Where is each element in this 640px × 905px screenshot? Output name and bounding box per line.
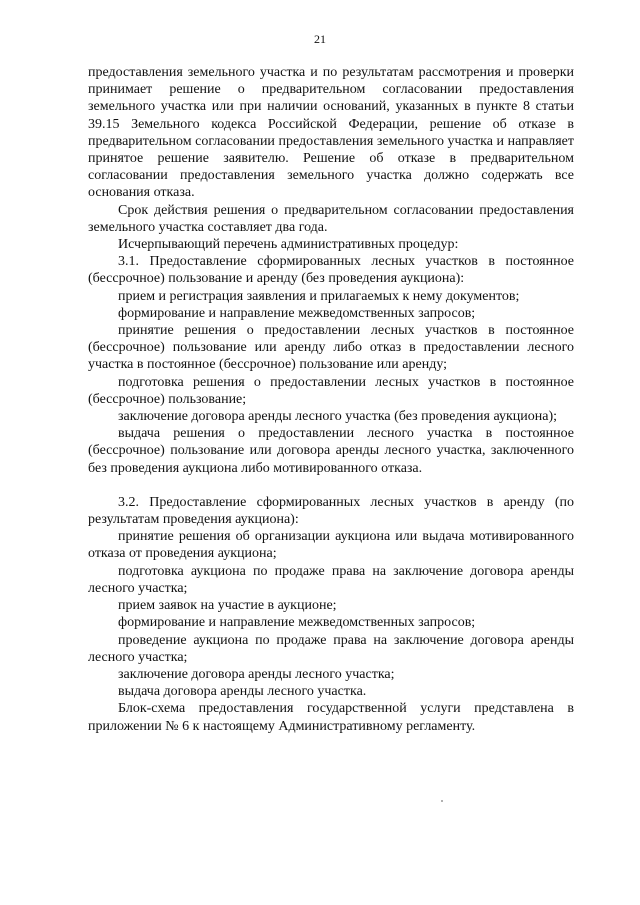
list-item: прием заявок на участие в аукционе; [118, 598, 337, 614]
document-body [88, 64, 574, 735]
paragraph-block-scheme: Блок-схема предоставления государственной услуги представлена в приложении № 6 к настоящему Административному регламенту. [88, 701, 574, 734]
section-3-2-heading: 3.2. Предоставление сформированных лесных участков в аренду (по результатам проведения аукциона): [88, 494, 574, 528]
paragraph-validity-term: Срок действия решения о предварительном согласовании предоставления земельного участка составляет два года. [88, 202, 574, 235]
list-item: выдача договора аренды лесного участка. [118, 684, 367, 700]
list-item: принятие решения о предоставлении лесных участков в постоянное (бессрочное) пользование или аренду либо отказ в предоставлении лесного участка в постоянное (бессрочное) пользование или аренду; [88, 323, 574, 373]
list-item: формирование и направление межведомственных запросов; [118, 615, 476, 631]
list-item: заключение договора аренды лесного участка; [118, 666, 395, 682]
list-item: принятие решения об организации аукциона или выдача мотивированного отказа от проведения аукциона; [88, 529, 574, 562]
paragraph-decision-text: предоставления земельного участка и по результатам рассмотрения и проверки принимает решение о предварительном согласовании предоставления земельного участка или при наличии оснований, указанных в пункте 8 статьи 39.15 Земельного кодекса Российской Федерации, решение об отказе в предварительном согласовании предоставления земельного участка и направляет принятое решение заявителю. Решение об отказе в предварительном согласовании предоставления земельного участка должно содержать все основания отказа. [88, 65, 574, 201]
list-item: подготовка аукциона по продаже права на заключение договора аренды лесного участка; [88, 563, 574, 596]
page-number: 21 [314, 32, 326, 46]
list-item: выдача решения о предоставлении лесного участка в постоянное (бессрочное) пользование или договора аренды лесного участка, заключенного без проведения аукциона либо мотивированного отказа. [88, 426, 574, 476]
list-item: формирование и направление межведомственных запросов; [118, 305, 476, 321]
list-item: заключение договора аренды лесного участка (без проведения аукциона); [118, 409, 558, 425]
paragraph-procedures-intro: Исчерпывающий перечень административных процедур: [118, 237, 459, 253]
section-3-1-heading: 3.1. Предоставление сформированных лесных участков в постоянное (бессрочное) пользование и аренду (без проведения аукциона): [88, 254, 574, 287]
list-item: подготовка решения о предоставлении лесных участков в постоянное (бессрочное) пользование; [88, 374, 574, 407]
list-item: проведение аукциона по продаже права на заключение договора аренды лесного участка; [88, 632, 574, 665]
list-item: прием и регистрация заявления и прилагаемых к нему документов; [118, 288, 520, 304]
scan-speck [441, 800, 443, 802]
